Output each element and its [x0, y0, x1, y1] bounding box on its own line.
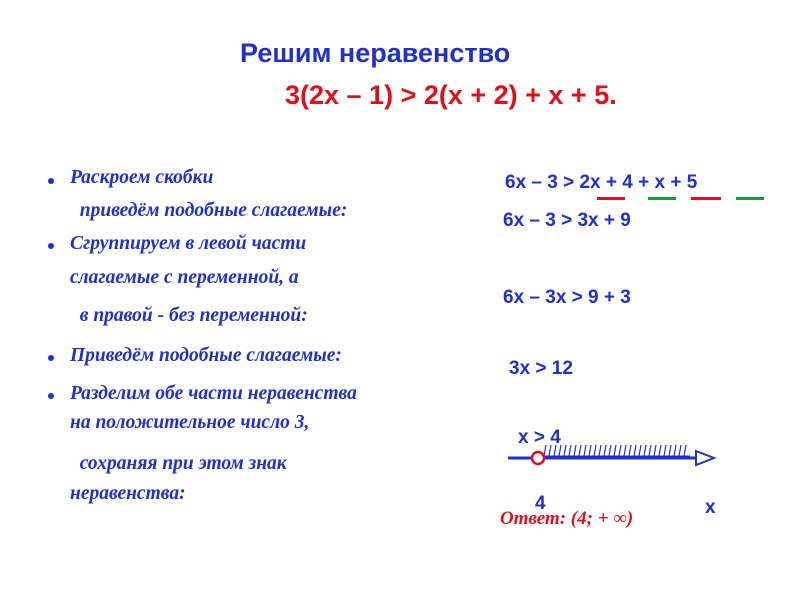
answer-text: Ответ: (4; + ∞) — [500, 508, 634, 529]
bullet-marker — [48, 393, 54, 399]
step-expanded: 6x – 3 > 2x + 4 + x + 5 — [505, 172, 698, 193]
bullet-1-line-1: Раскроем скобки — [70, 167, 214, 188]
step-simplified: 6x – 3 > 3x + 9 — [503, 210, 631, 231]
underline-red-x — [691, 197, 721, 200]
bullet-4-line-4: неравенства: — [70, 483, 186, 504]
solution-hatching — [543, 445, 690, 456]
step-combined: 3x > 12 — [509, 358, 573, 379]
inequality-statement: 3(2x – 1) > 2(x + 2) + x + 5. — [285, 80, 617, 110]
underline-red-2x — [597, 197, 625, 200]
bullet-marker — [48, 355, 54, 361]
bullet-3-line-1: Приведём подобные слагаемые: — [70, 345, 342, 366]
open-point-marker — [532, 452, 544, 464]
axis-arrow-icon — [696, 451, 714, 465]
bullet-4-line-1: Разделим обе части неравенства — [70, 383, 357, 404]
bullet-marker — [48, 178, 54, 184]
underline-green-4 — [648, 197, 676, 200]
underline-green-5 — [736, 197, 764, 200]
bullet-4-line-3: сохраняя при этом знак — [70, 453, 287, 474]
bullet-2-line-2: слагаемые с переменной, а — [70, 267, 299, 288]
bullet-1-line-2: приведём подобные слагаемые: — [70, 200, 348, 221]
bullet-marker — [48, 243, 54, 249]
point-label: 4 — [535, 493, 546, 514]
bullet-2-line-1: Сгруппируем в левой части — [70, 233, 307, 254]
step-solution: x > 4 — [518, 427, 561, 448]
number-line — [500, 440, 720, 480]
step-grouped: 6x – 3x > 9 + 3 — [503, 287, 631, 308]
bullet-4-line-2: на положительное число 3, — [70, 412, 310, 433]
axis-label: x — [705, 497, 716, 518]
bullet-2-line-3: в правой - без переменной: — [70, 305, 308, 326]
slide-title: Решим неравенство — [240, 38, 511, 68]
